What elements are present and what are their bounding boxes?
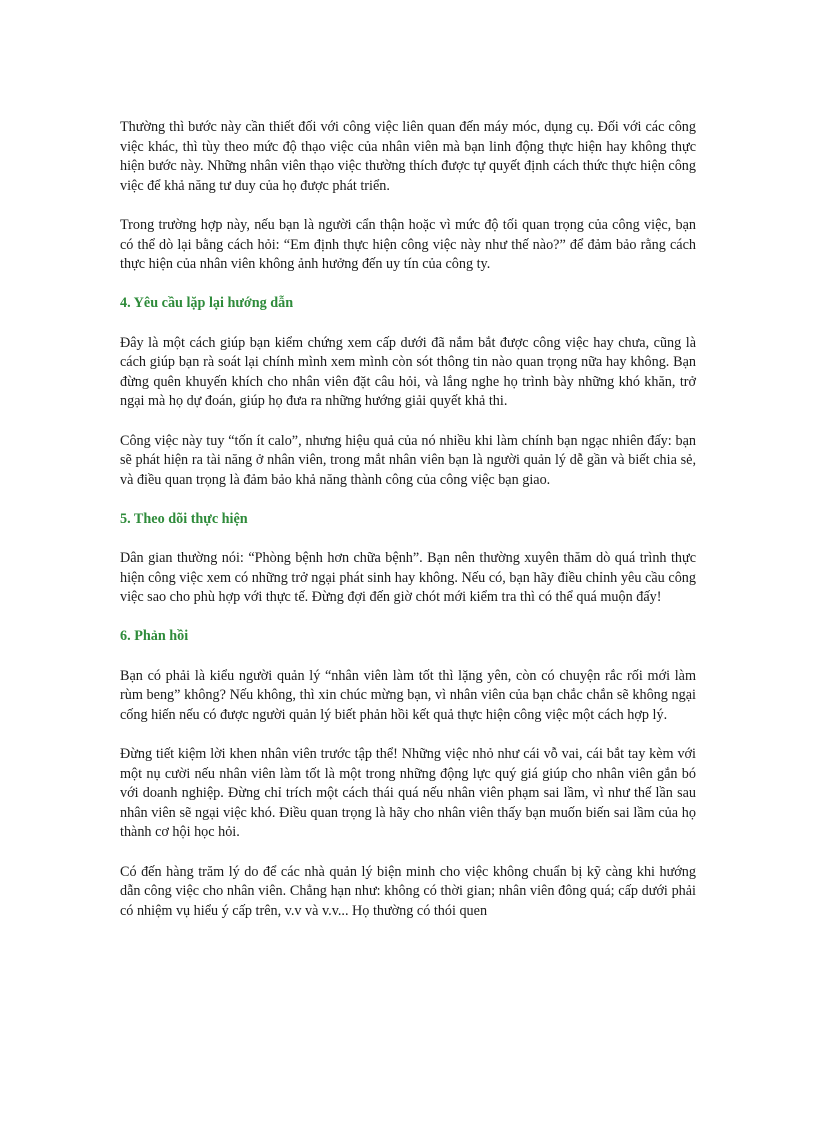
- section-heading: 5. Theo dõi thực hiện: [120, 510, 248, 527]
- paragraph: Bạn có phải là kiểu người quản lý “nhân viên làm tốt thì lặng yên, còn có chuyện rắc rối mới làm rùm beng” không? Nếu không, thì xin chúc mừng bạn, vì nhân viên của bạn chắc chắn sẽ không ngại cống hiến nếu có được người quản lý biết phản hồi kết quả thực hiện công việc một cách hợp lý.: [120, 667, 696, 723]
- paragraph: Trong trường hợp này, nếu bạn là người cẩn thận hoặc vì mức độ tối quan trọng của công việc, bạn có thể dò lại bằng cách hỏi: “Em định thực hiện công việc này như thế nào?” để đảm bảo rằng cách thực hiện của nhân viên không ảnh hưởng đến uy tín của công ty.: [120, 216, 696, 273]
- paragraph: Đừng tiết kiệm lời khen nhân viên trước tập thể! Những việc nhỏ như cái vỗ vai, cái bắt tay kèm với một nụ cười nếu nhân viên làm tốt là một trong những động lực quý giá giúp cho nhân viên gắn bó với doanh nghiệp. Đừng chỉ trích một cách thái quá nếu nhân viên phạm sai lầm, vì như thế lần sau nhân viên sẽ ngại việc khó. Điều quan trọng là hãy cho nhân viên thấy bạn muốn biến sai lầm của họ thành cơ hội học hỏi.: [120, 746, 696, 841]
- paragraph: Dân gian thường nói: “Phòng bệnh hơn chữa bệnh”. Bạn nên thường xuyên thăm dò quá trình thực hiện công việc xem có những trở ngại phát sinh hay không. Nếu có, bạn hãy điều chỉnh yêu cầu công việc sao cho phù hợp với thực tế. Đừng đợi đến giờ chót mới kiểm tra thì có thể quá muộn đấy!: [120, 550, 696, 606]
- section-heading: 4. Yêu cầu lặp lại hướng dẫn: [120, 295, 294, 312]
- paragraph: Công việc này tuy “tốn ít calo”, nhưng hiệu quả của nó nhiều khi làm chính bạn ngạc nhiên đấy: bạn sẽ phát hiện ra tài năng ở nhân viên, trong mắt nhân viên bạn là người quản lý dễ gần và biết chia sẻ, và điều quan trọng là đảm bảo khả năng thành công của công việc bạn giao.: [120, 432, 696, 488]
- paragraph: Có đến hàng trăm lý do để các nhà quản lý biện minh cho việc không chuẩn bị kỹ càng khi hướng dẫn công việc cho nhân viên. Chẳng hạn như: không có thời gian; nhân viên đông quá; cấp dưới phải có nhiệm vụ hiểu ý cấp trên, v.v và v.v... Họ thường có thói quen: [120, 863, 696, 919]
- document-page: [120, 118, 696, 941]
- paragraph: Thường thì bước này cần thiết đối với công việc liên quan đến máy móc, dụng cụ. Đối với các công việc khác, thì tùy theo mức độ thạo việc của nhân viên mà bạn linh động thực hiện hay không thực hiện bước này. Những nhân viên thạo việc thường thích được tự quyết định cách thức thực hiện công việc để khả năng tư duy của họ được phát triển.: [120, 119, 696, 194]
- section-heading: 6. Phản hồi: [120, 628, 189, 645]
- paragraph: Đây là một cách giúp bạn kiểm chứng xem cấp dưới đã nắm bắt được công việc hay chưa, cũng là cách giúp bạn rà soát lại chính mình xem mình còn sót thông tin nào quan trọng nữa hay không. Bạn đừng quên khuyến khích cho nhân viên đặt câu hỏi, và lắng nghe họ trình bày những khó khăn, trở ngại mà họ dự đoán, giúp họ đưa ra những hướng giải quyết khả thi.: [120, 334, 696, 410]
